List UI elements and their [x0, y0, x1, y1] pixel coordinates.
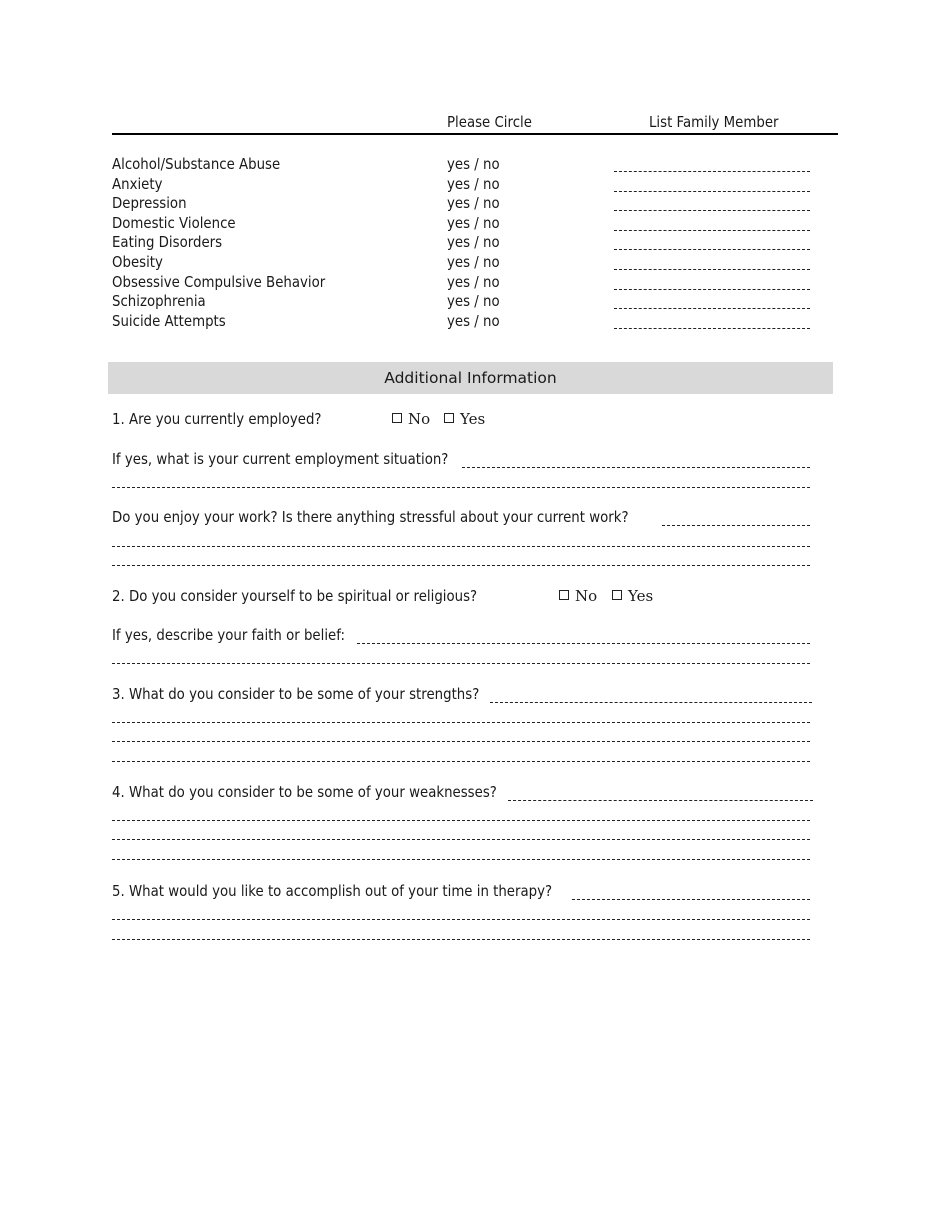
q4-field-line[interactable] — [112, 859, 810, 860]
q2-yes-checkbox[interactable] — [612, 586, 653, 606]
yes-no-choice[interactable]: yes / no — [447, 292, 500, 310]
q5-field-line[interactable] — [112, 939, 810, 940]
checkbox-icon — [392, 413, 402, 423]
family-member-field[interactable] — [614, 269, 810, 270]
q5-field-line[interactable] — [112, 919, 810, 920]
family-member-field[interactable] — [614, 308, 810, 309]
q1-no-checkbox[interactable] — [392, 409, 430, 429]
q3-label: 3. What do you consider to be some of your strengths? — [112, 685, 480, 703]
condition-label: Obsessive Compulsive Behavior — [112, 273, 326, 291]
family-member-field[interactable] — [614, 328, 810, 329]
list-family-member-header: List Family Member — [649, 113, 779, 131]
condition-label: Alcohol/Substance Abuse — [112, 155, 281, 173]
q4-field-line[interactable] — [112, 839, 810, 840]
family-member-field[interactable] — [614, 191, 810, 192]
condition-label: Suicide Attempts — [112, 312, 226, 330]
section-title: Additional Information — [384, 369, 557, 387]
please-circle-header: Please Circle — [447, 113, 532, 131]
header-rule — [112, 133, 838, 135]
q4-field-line[interactable] — [112, 820, 810, 821]
q2-label: 2. Do you consider yourself to be spiritual or religious? — [112, 587, 478, 605]
q4-label: 4. What do you consider to be some of your weaknesses? — [112, 783, 497, 801]
yes-no-choice[interactable]: yes / no — [447, 175, 500, 193]
q3-field-line[interactable] — [112, 741, 810, 742]
family-member-field[interactable] — [614, 230, 810, 231]
yes-no-choice[interactable]: yes / no — [447, 233, 500, 251]
yes-no-choice[interactable]: yes / no — [447, 155, 500, 173]
condition-label: Eating Disorders — [112, 233, 223, 251]
yes-no-choice[interactable]: yes / no — [447, 253, 500, 271]
q1-enjoy-field-line[interactable] — [112, 565, 810, 566]
condition-label: Schizophrenia — [112, 292, 206, 310]
q3-field-line[interactable] — [112, 761, 810, 762]
condition-label: Depression — [112, 194, 187, 212]
q1-label: 1. Are you currently employed? — [112, 410, 322, 428]
yes-no-choice[interactable]: yes / no — [447, 312, 500, 330]
q2-followup-field[interactable] — [357, 643, 810, 644]
q1-enjoy-label: Do you enjoy your work? Is there anything stressful about your current work? — [112, 508, 629, 526]
q2-followup-field-line[interactable] — [112, 663, 810, 664]
q5-label: 5. What would you like to accomplish out of your time in therapy? — [112, 882, 553, 900]
checkbox-icon — [444, 413, 454, 423]
q1-enjoy-field-line[interactable] — [112, 546, 810, 547]
family-member-field[interactable] — [614, 289, 810, 290]
q2-yes-label: Yes — [628, 587, 654, 605]
q5-field[interactable] — [572, 899, 810, 900]
q1-no-label: No — [408, 410, 431, 428]
q2-followup-label: If yes, describe your faith or belief: — [112, 626, 345, 644]
condition-label: Obesity — [112, 253, 163, 271]
condition-label: Anxiety — [112, 175, 163, 193]
q3-field-line[interactable] — [112, 722, 810, 723]
yes-no-choice[interactable]: yes / no — [447, 194, 500, 212]
q1-followup-field-line[interactable] — [112, 487, 810, 488]
yes-no-choice[interactable]: yes / no — [447, 273, 500, 291]
q1-followup-label: If yes, what is your current employment situation? — [112, 450, 449, 468]
checkbox-icon — [559, 590, 569, 600]
family-member-field[interactable] — [614, 171, 810, 172]
checkbox-icon — [612, 590, 622, 600]
q1-enjoy-field[interactable] — [662, 525, 810, 526]
q4-field[interactable] — [508, 800, 813, 801]
additional-information-banner — [108, 362, 833, 394]
yes-no-choice[interactable]: yes / no — [447, 214, 500, 232]
q1-yes-checkbox[interactable] — [444, 409, 485, 429]
q2-no-checkbox[interactable] — [559, 586, 597, 606]
condition-label: Domestic Violence — [112, 214, 236, 232]
family-member-field[interactable] — [614, 210, 810, 211]
q3-field[interactable] — [490, 702, 812, 703]
q2-no-label: No — [575, 587, 598, 605]
q1-yes-label: Yes — [460, 410, 486, 428]
family-member-field[interactable] — [614, 249, 810, 250]
q1-followup-field[interactable] — [462, 467, 810, 468]
